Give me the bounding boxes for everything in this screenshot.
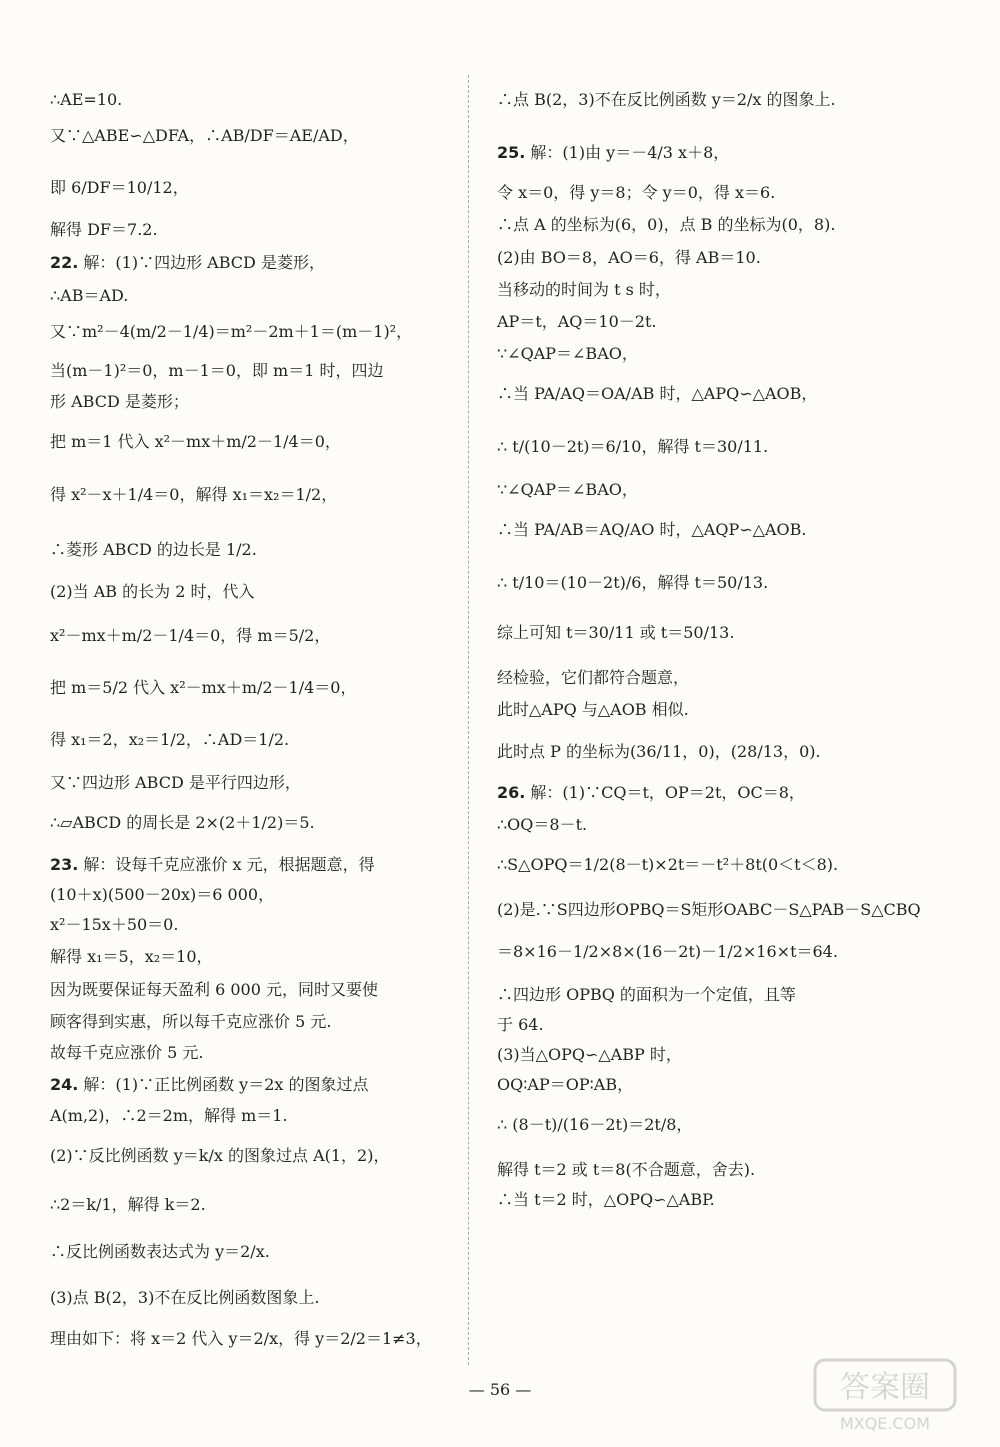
line-text: ∵∠QAP＝∠BAO， <box>497 480 638 499</box>
line-text: 当移动的时间为 t s 时， <box>497 280 671 299</box>
text-line <box>50 540 257 560</box>
text-line <box>50 1146 389 1166</box>
line-text: (2)是.∵S四边形OPBQ＝S矩形OABC－S△PAB－S△CBQ <box>497 900 921 919</box>
text-line <box>497 280 671 300</box>
text-line <box>497 1045 682 1065</box>
line-text: 经检验，它们都符合题意， <box>497 668 690 687</box>
watermark-logo <box>810 1355 960 1435</box>
text-line <box>50 126 359 146</box>
text-line <box>497 1075 633 1095</box>
text-line <box>497 1015 544 1035</box>
line-text: 又∵m²－4(m/2－1/4)＝m²－2m＋1＝(m－1)²， <box>50 322 413 341</box>
text-line <box>50 1075 369 1095</box>
text-line <box>50 1288 319 1308</box>
line-text: ∴当 PA/AQ＝OA/AB 时，△APQ∽△AOB， <box>497 384 818 403</box>
text-line <box>497 312 656 332</box>
line-text: (3)当△OPQ∽△ABP 时， <box>497 1045 682 1064</box>
line-text: ∴点 B(2，3)不在反比例函数 y＝2/x 的图象上. <box>497 90 836 109</box>
line-text: 得 x₁＝2，x₂＝1/2，∴AD＝1/2. <box>50 730 290 749</box>
text-line <box>50 947 213 967</box>
line-text: 解：(1)∵正比例函数 y＝2x 的图象过点 <box>78 1075 369 1094</box>
line-text: AP＝t，AQ＝10－2t. <box>497 312 657 331</box>
line-text: 解得 t＝2 或 t＝8(不合题意，舍去). <box>497 1160 756 1179</box>
text-line <box>497 480 638 500</box>
text-line <box>50 855 375 875</box>
line-text: x²－15x＋50＝0. <box>50 915 179 934</box>
line-text: 此时点 P 的坐标为(36/11，0)，(28/13，0). <box>497 742 821 761</box>
line-text: 因为既要保证每天盈利 6 000 元，同时又要使 <box>50 980 378 999</box>
text-line <box>50 980 378 1000</box>
line-text: ∴OQ＝8－t. <box>497 815 588 834</box>
line-text: (2)当 AB 的长为 2 时，代入 <box>50 582 255 601</box>
line-text: 当(m－1)²＝0，m－1＝0，即 m＝1 时，四边 <box>50 361 384 380</box>
line-text: 又∵四边形 ABCD 是平行四边形， <box>50 773 301 792</box>
text-line <box>497 942 838 962</box>
line-text: 得 x²－x＋1/4＝0，解得 x₁＝x₂＝1/2， <box>50 485 338 504</box>
line-text: (2)由 BO＝8，AO＝6，得 AB＝10. <box>497 248 761 267</box>
text-line <box>50 220 158 240</box>
text-line <box>497 573 768 593</box>
text-line <box>497 437 768 457</box>
line-text: ∴四边形 OPBQ 的面积为一个定值，且等 <box>497 985 796 1004</box>
text-line <box>497 1160 755 1180</box>
line-text: ∴ t/10＝(10－2t)/6，解得 t＝50/13. <box>497 573 769 592</box>
column-divider <box>468 75 469 1365</box>
page-number: — 56 — <box>468 1380 532 1399</box>
problem-number: 24. <box>50 1075 79 1094</box>
text-line <box>497 700 689 720</box>
line-text: 解得 x₁＝5，x₂＝10， <box>50 947 213 966</box>
problem-number: 25. <box>497 143 526 162</box>
text-line <box>50 286 128 306</box>
watermark-text: 答案圈 <box>840 1370 930 1405</box>
line-text: 把 m＝1 代入 x²－mx＋m/2－1/4＝0， <box>50 432 341 451</box>
text-line <box>50 392 189 412</box>
text-line <box>497 215 835 235</box>
line-text: A(m,2)，∴2＝2m，解得 m＝1. <box>50 1106 288 1125</box>
text-line <box>50 432 341 452</box>
line-text: ∴当 t＝2 时，△OPQ∽△ABP. <box>497 1190 715 1209</box>
line-text: (10＋x)(500－20x)＝6 000， <box>50 885 275 904</box>
line-text: 故每千克应涨价 5 元. <box>50 1043 204 1062</box>
line-text: 此时△APQ 与△AOB 相似. <box>497 700 689 719</box>
text-line <box>50 485 337 505</box>
text-line <box>497 742 821 762</box>
line-text: 解得 DF＝7.2. <box>50 220 158 239</box>
text-line <box>497 783 805 803</box>
text-line <box>50 773 301 793</box>
text-line <box>50 253 325 273</box>
line-text: ∵∠QAP＝∠BAO， <box>497 344 638 363</box>
line-text: ∴菱形 ABCD 的边长是 1/2. <box>50 540 257 559</box>
line-text: 于 64. <box>497 1015 544 1034</box>
watermark-url: MXQE.COM <box>839 1414 931 1433</box>
text-line <box>50 730 289 750</box>
text-line <box>50 1242 270 1262</box>
line-text: ∴2＝k/1，解得 k＝2. <box>50 1195 206 1214</box>
line-text: 解：设每千克应涨价 x 元，根据题意，得 <box>78 855 375 874</box>
text-line <box>50 1106 288 1126</box>
line-text: 形 ABCD 是菱形； <box>50 392 189 411</box>
line-text: (2)∵反比例函数 y＝k/x 的图象过点 A(1，2)， <box>50 1146 390 1165</box>
text-line <box>50 361 384 381</box>
line-text: ∴ t/(10－2t)＝6/10，解得 t＝30/11. <box>497 437 769 456</box>
line-text: ∴ (8－t)/(16－2t)＝2t/8， <box>497 1115 693 1134</box>
text-line <box>497 1190 715 1210</box>
line-text: ∴点 A 的坐标为(6，0)，点 B 的坐标为(0，8). <box>497 215 836 234</box>
problem-number: 22. <box>50 253 79 272</box>
text-line <box>50 1195 206 1215</box>
text-line <box>497 183 775 203</box>
line-text: OQ∶AP＝OP∶AB， <box>497 1075 634 1094</box>
line-text: 解：(1)∵四边形 ABCD 是菱形， <box>78 253 325 272</box>
text-line <box>50 813 315 833</box>
text-line <box>50 178 189 198</box>
text-line <box>497 623 734 643</box>
text-line <box>497 344 638 364</box>
text-line <box>50 915 178 935</box>
text-line <box>50 90 122 110</box>
text-line <box>50 885 274 905</box>
problem-number: 26. <box>497 783 526 802</box>
line-text: ∴反比例函数表达式为 y＝2/x. <box>50 1242 270 1261</box>
line-text: ∴S△OPQ＝1/2(8－t)×2t＝－t²＋8t(0＜t＜8). <box>497 855 839 874</box>
text-line <box>50 1329 432 1349</box>
line-text: 把 m＝5/2 代入 x²－mx＋m/2－1/4＝0， <box>50 678 357 697</box>
line-text: 顾客得到实惠，所以每千克应涨价 5 元. <box>50 1012 332 1031</box>
line-text: 令 x＝0，得 y＝8；令 y＝0，得 x＝6. <box>497 183 776 202</box>
text-line <box>50 582 255 602</box>
text-line <box>497 815 587 835</box>
text-line <box>497 248 761 268</box>
line-text: 又∵△ABE∽△DFA，∴AB/DF＝AE/AD， <box>50 126 359 145</box>
text-line <box>50 626 330 646</box>
text-line <box>50 1012 331 1032</box>
line-text: (3)点 B(2，3)不在反比例函数图象上. <box>50 1288 320 1307</box>
text-line <box>497 855 838 875</box>
line-text: ∴AB＝AD. <box>50 286 129 305</box>
text-line <box>497 900 921 920</box>
line-text: x²－mx＋m/2－1/4＝0，得 m＝5/2， <box>50 626 331 645</box>
text-line <box>497 384 817 404</box>
line-text: 解：(1)∵CQ＝t，OP＝2t，OC＝8， <box>525 783 805 802</box>
line-text: 综上可知 t＝30/11 或 t＝50/13. <box>497 623 735 642</box>
text-line <box>497 143 729 163</box>
line-text: ∴AE=10. <box>50 90 123 109</box>
text-line <box>497 1115 692 1135</box>
problem-number: 23. <box>50 855 79 874</box>
line-text: 理由如下：将 x＝2 代入 y＝2/x，得 y＝2/2＝1≠3， <box>50 1329 432 1348</box>
text-line <box>497 985 796 1005</box>
line-text: 即 6/DF＝10/12， <box>50 178 189 197</box>
text-line <box>497 520 806 540</box>
line-text: ∴当 PA/AB＝AQ/AO 时，△AQP∽△AOB. <box>497 520 807 539</box>
text-line <box>50 678 357 698</box>
text-line <box>497 90 836 110</box>
text-line <box>50 322 412 342</box>
line-text: ∴▱ABCD 的周长是 2×(2＋1/2)＝5. <box>50 813 315 832</box>
line-text: 解：(1)由 y＝－4/3 x＋8， <box>525 143 730 162</box>
text-line <box>50 1043 203 1063</box>
text-line <box>497 668 689 688</box>
line-text: ＝8×16－1/2×8×(16－2t)－1/2×16×t＝64. <box>497 942 838 961</box>
